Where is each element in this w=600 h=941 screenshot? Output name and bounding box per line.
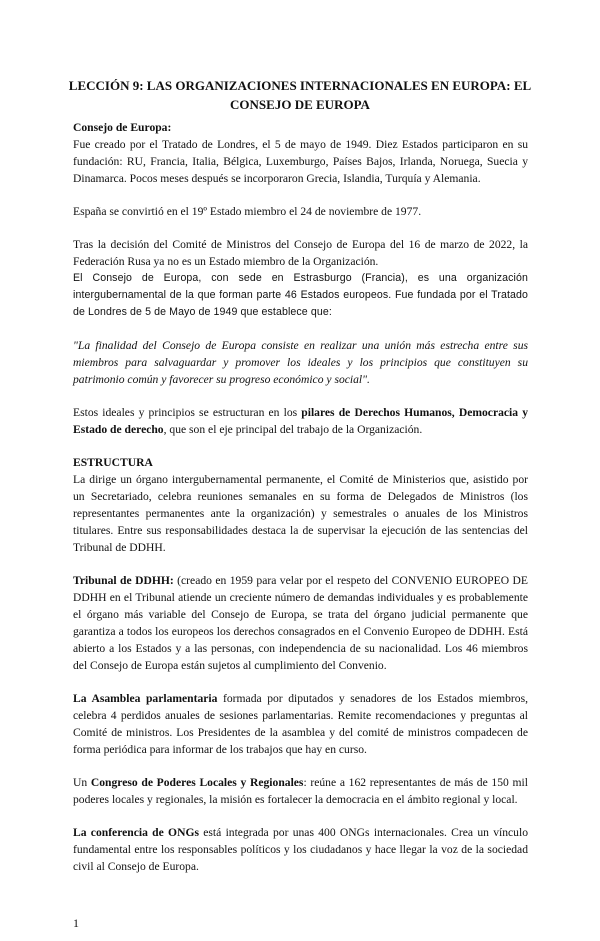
text: , que son el eje principal del trabajo de la Organización. [163,423,423,436]
bold-text: Tribunal de DDHH: [73,574,174,587]
text: formada por diputados y senadores de los Estados miembros, celebra 4 perdidos anuales de sesiones parlamentarias. Remite recomendaciones y preguntas al Comité de ministros. Los Presidentes de la asamblea y del comité de ministros compadecen de forma periódica para informar de los trabajos que hay en curso. [73,692,528,756]
text: está integrada por unas 400 ONGs internacionales. Crea un vínculo fundamental entre los responsables políticos y los ciudadanos y hace llegar la voz de la sociedad civil al Consejo de Europa. [73,826,528,873]
text: Un [73,776,91,789]
paragraph: Fue creado por el Tratado de Londres, el 5 de mayo de 1949. Diez Estados participaron en su fundación: RU, Francia, Italia, Bélgica, Luxemburgo, Países Bajos, Irlanda, Noruega, Suecia y Dinamarca. Pocos meses después se incorporaron Grecia, Islandia, Turquía y Alemania. [73,138,528,185]
paragraph: El Consejo de Europa, con sede en Estrasburgo (Francia), es una organización intergubernamental de la que forman parte 46 Estados europeos. Fue fundada por el Tratado de Londres de 5 de Mayo de 1949 que establece que: [73,272,528,318]
paragraph [73,404,528,438]
paragraph: Tras la decisión del Comité de Ministros del Consejo de Europa del 16 de marzo de 2022, la Federación Rusa ya no es un Estado miembro de la Organización. [73,238,528,268]
paragraph: España se convirtió en el 19º Estado miembro el 24 de noviembre de 1977. [73,205,422,218]
text: Estos ideales y principios se estructuran en los [73,406,302,419]
bold-text: Congreso de Poderes Locales y Regionales [90,776,304,789]
bold-text: La conferencia de ONGs [73,826,199,839]
paragraph [73,774,528,808]
section-heading: ESTRUCTURA [73,456,153,469]
text: (creado en 1959 para velar por el respeto del CONVENIO EUROPEO DE DDHH en el Tribunal atiende un creciente número de demandas individuales y es probablemente el órgano más variable del Consejo de Europa, se trata del órgano judicial permanente que garantiza a todos los europeos los derechos consagrados en el Convenio Europeo de DDHH. Está abierto a los Estados y a las personas, con independencia de su nacionalidad. Los 46 miembros del Consejo de Europa están sujetos al cumplimiento del Convenio. [73,574,528,672]
bold-text: La Asamblea parlamentaria [73,692,218,705]
page-title: LECCIÓN 9: LAS ORGANIZACIONES INTERNACIONALES EN EUROPA: EL CONSEJO DE EUROPA [68,78,532,112]
paragraph [73,690,528,758]
paragraph [73,824,528,875]
text: : reúne a 162 representantes de más de 150 mil poderes locales y regionales, la misión es fortalecer la democracia en el ámbito regional y local. [73,776,528,806]
section-heading: Consejo de Europa: [73,121,172,134]
consejo-section [73,119,528,187]
page-number: 1 [73,916,79,930]
paragraph [73,572,528,674]
bold-text: pilares de Derechos Humanos, Democracia y Estado de derecho [73,406,528,436]
document-page [68,0,532,941]
estructura-section [73,454,528,556]
quote: "La finalidad del Consejo de Europa consiste en realizar una unión más estrecha entre sus miembros para salvaguardar y promover los ideales y los principios que constituyen su patrimonio común y favorecer su progreso económico y social". [73,339,528,386]
paragraph: La dirige un órgano intergubernamental permanente, el Comité de Ministerios que, asistido por un Secretariado, celebra reuniones semanales en su forma de Delegados de Ministros (los representantes permanentes ante la organización) y semestrales o anuales de los Ministros titulares. Entre sus responsabilidades destaca la de supervisar la ejecución de las sentencias del Tribunal de DDHH. [73,473,528,554]
